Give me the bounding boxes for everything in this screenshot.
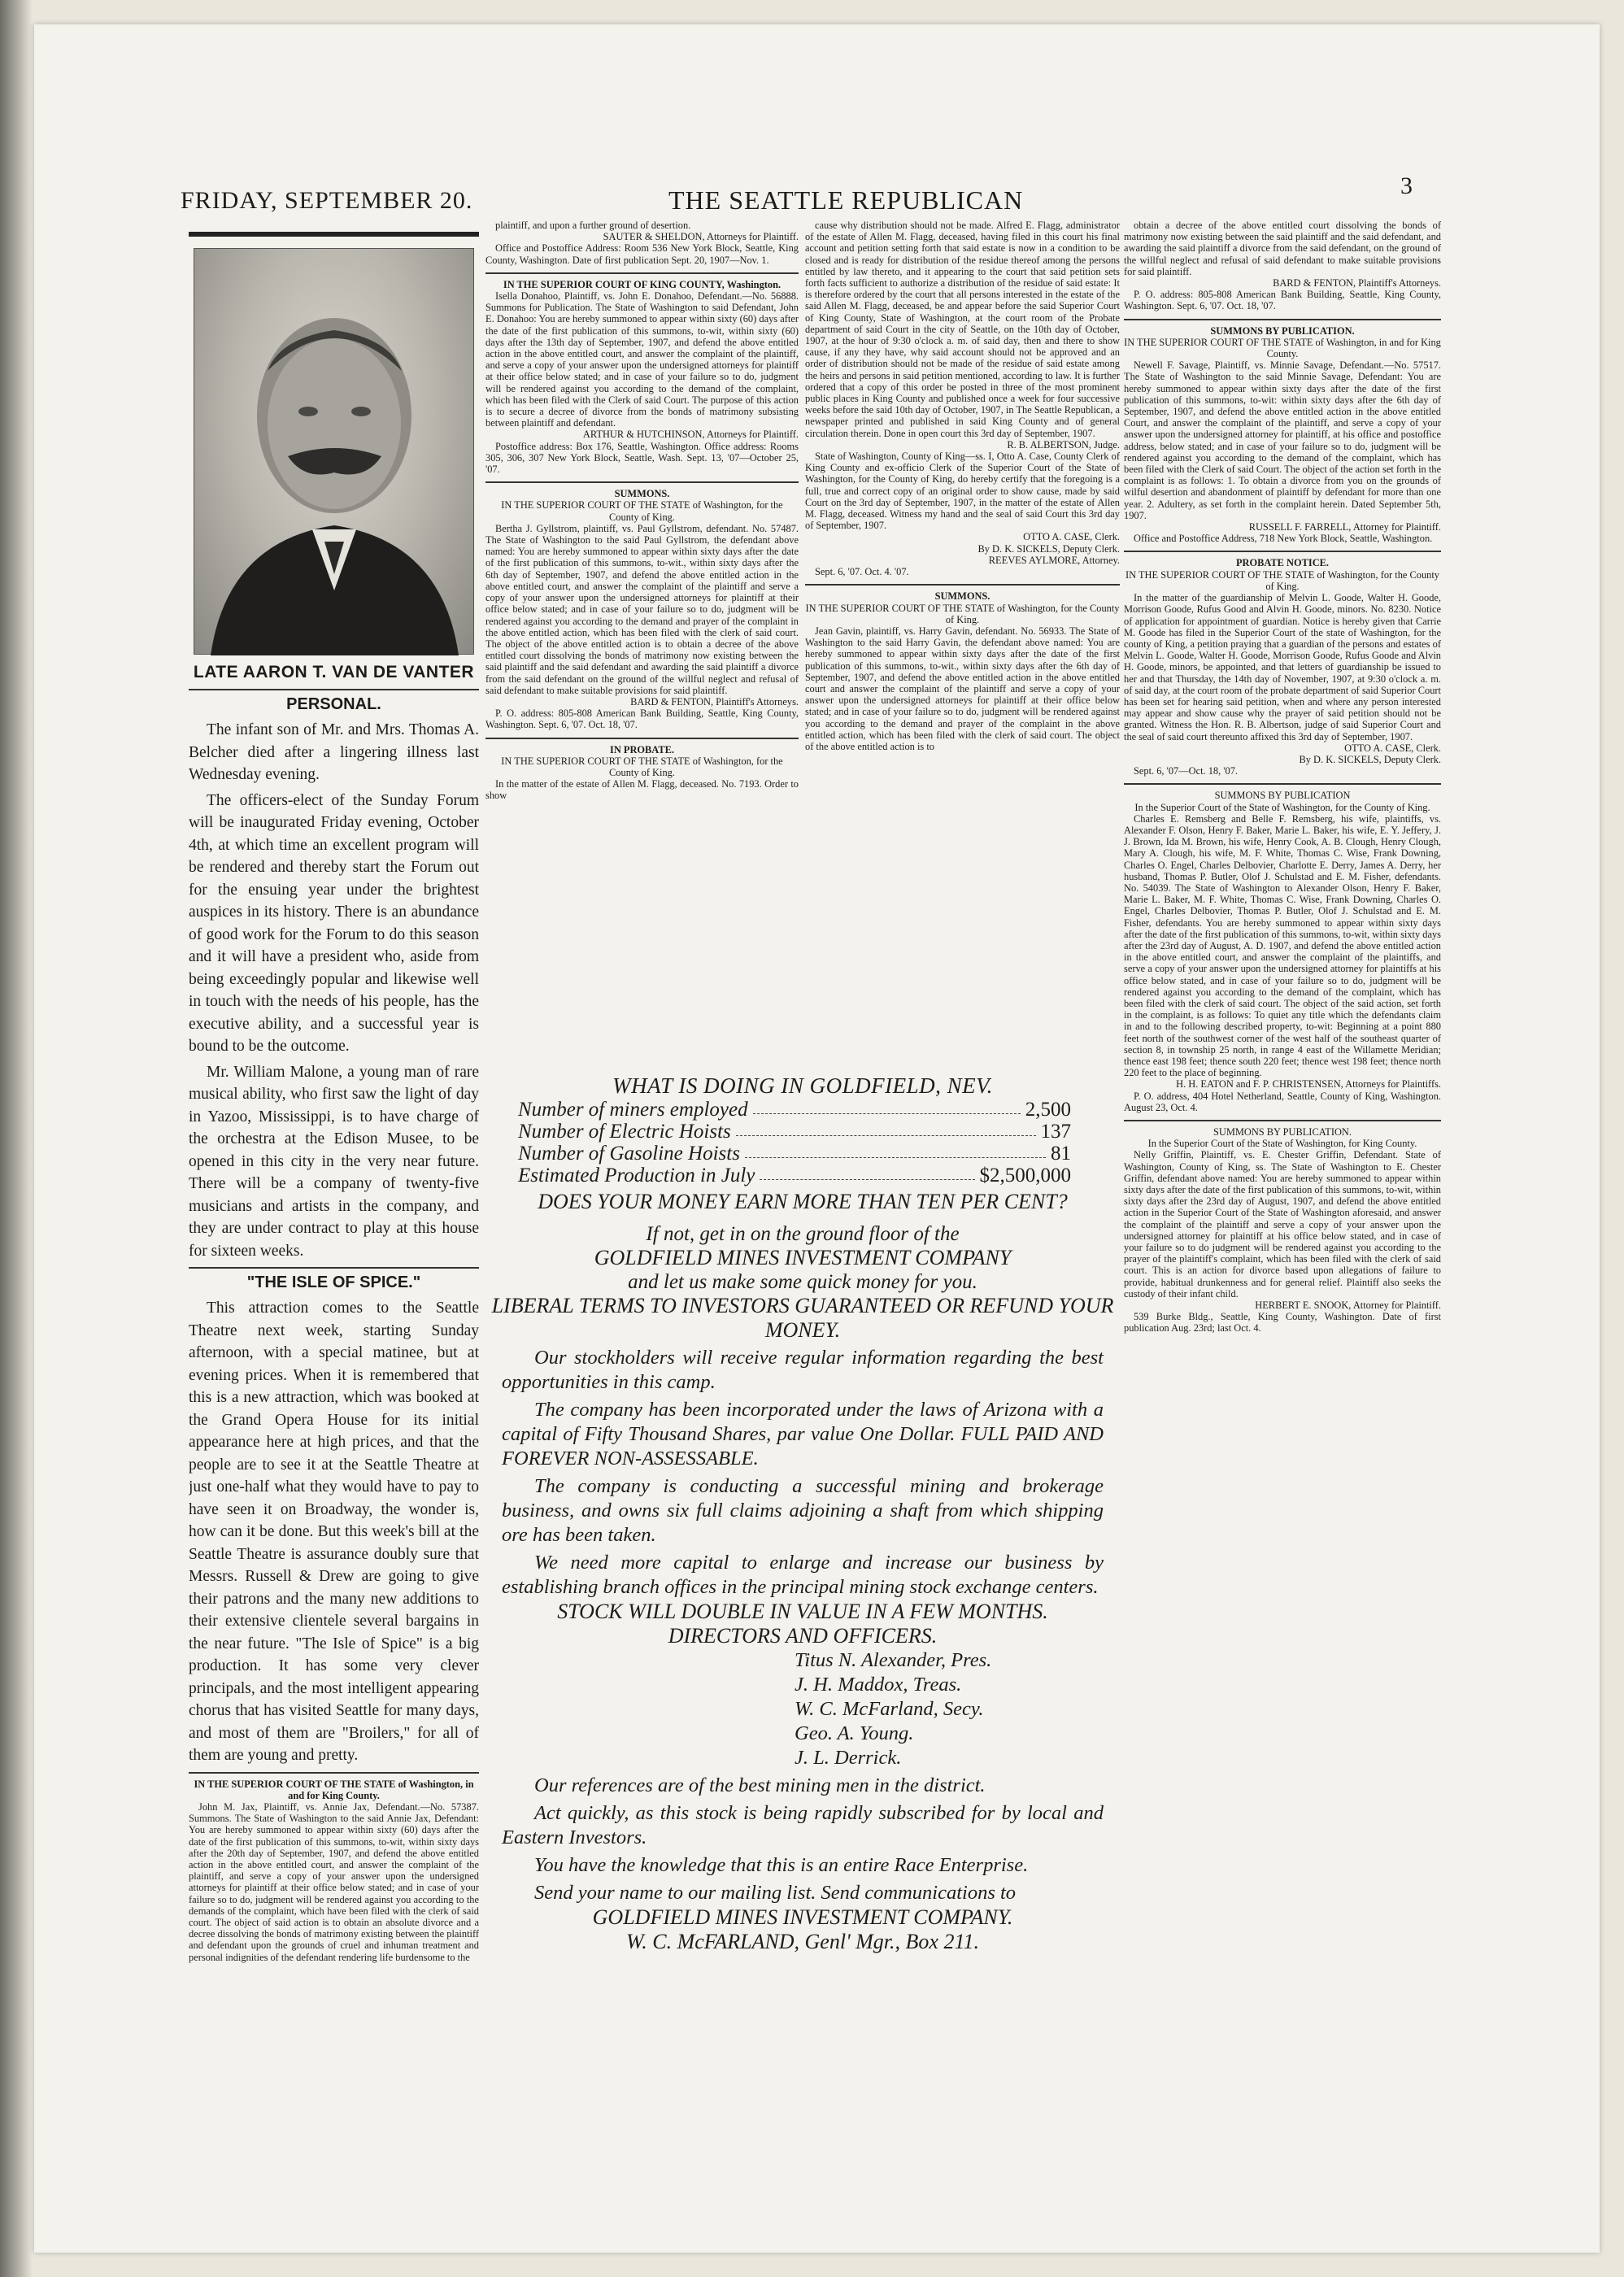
officer-name: J. L. Derrick. (795, 1747, 902, 1769)
attorney-signature: RUSSELL F. FARRELL, Attorney for Plaintiff. (1248, 521, 1441, 533)
ad-paragraph: Send your name to our mailing list. Send communications to (534, 1882, 1017, 1904)
divider (189, 1772, 479, 1774)
column-4 (1124, 220, 1441, 2098)
summons-title: SUMMONS. (614, 488, 670, 500)
column-3 (805, 220, 1120, 1053)
legal-notice-body: Jean Gavin, plaintiff, vs. Harry Gavin, defendant. No. 56933. The State of Washington to the said Harry Gavin, the defendant above named: You are hereby summoned to appear within sixty days after the date of the first publication of this summons, to-wit., within sixty days after the 6th day of September, 1907, and defend the above entitled action in the above entitled court and answer the complaint of the plaintiff and serve a copy of your answer upon the undersigned attorneys for plaintiff at their office below stated; and in case of your failure so to do, judgment will be rendered against you according to the demand and prayer of the complaint in the above entitled action, which has been filed with the clerk of said court. The object of the above entitled action is to (805, 625, 1120, 752)
ad-paragraph: You have the knowledge that this is an entire Race Enterprise. (534, 1854, 1029, 1876)
attorney-address: Office and Postoffice Address, 718 New York Block, Seattle, Washington. (1134, 533, 1433, 545)
legal-notice-heading: In the Superior Court of the State of Washington, for King County. (1147, 1138, 1417, 1150)
attorney-address: P. O. address: 805-808 American Bank Building, Seattle, King County, Washington. Sept. 6, '07. Oct. 18, '07. (485, 707, 799, 731)
attorney-signature: BARD & FENTON, Plaintiff's Attorneys. (630, 695, 799, 707)
ad-paragraph: Our references are of the best mining men in the district. (534, 1774, 986, 1796)
probate-title: IN PROBATE. (610, 743, 674, 755)
isle-of-spice-heading: "THE ISLE OF SPICE." (246, 1273, 421, 1291)
ad-company-name: GOLDFIELD MINES INVESTMENT COMPANY. (592, 1905, 1013, 1929)
divider (485, 272, 799, 274)
ad-directors-heading: DIRECTORS AND OFFICERS. (668, 1624, 938, 1648)
ad-signoff: W. C. McFARLAND, Genl' Mgr., Box 211. (625, 1930, 980, 1953)
stat-value: $2,500,000 (979, 1165, 1071, 1186)
goldfield-advertisement (485, 1059, 1120, 2059)
personal-item-3: Mr. William Malone, a young man of rare musical ability, who first saw the light of day in Yazoo, Mississippi, is to have charge of the orchestra at the Edison Musee, to be opened in this city in the very near future. There will be a company of twenty-five musicians and artists in the company, and they are under contract to play at this house for sixteen weeks. (189, 1063, 479, 1260)
deputy-signature: By D. K. SICKELS, Deputy Clerk. (977, 542, 1120, 555)
legal-notice-heading: IN THE SUPERIOR COURT OF THE STATE of Washington, for the County of King. (805, 602, 1120, 625)
legal-continued: cause why distribution should not be made. Alfred E. Flagg, administrator of the estate of Allen M. Flagg, deceased, having filed in this court his final account and petition setting forth that said estate is now in a condition to be closed and is ready for distribution of the residue thereof among the persons entitled by law thereto, and it appearing to the court that said petition sets forth facts sufficient to authorize a distribution of the residue of said estate: It is therefore ordered by the court that all persons interested in the estate of the said Allen M. Flagg, deceased, be and appear before the said Superior Court of King County, State of Washington, at the court room of the Probate department of said Court in the city of Seattle, on the 10th day of October, 1907, at the hour of 9:30 o'clock a. m. of said day, then and there to show cause, if any they have, why said account should not be approved and an order of distribution should not be made of the residue of said estate among the heirs and persons in said petition mentioned, according to law. It is further ordered that a copy of this order be posted in three of the most prominent public places in King County and published once a week for four successive weeks before the said 10th day of October, 1907, in The Seattle Republican, a newspaper printed and published in said King County and of general circulation therein. Done in open court this 3rd day of September, 1907. (805, 220, 1120, 439)
officer-name: W. C. McFarland, Secy. (795, 1698, 984, 1720)
stat-label: Number of Electric Hoists (518, 1121, 731, 1143)
stat-label: Estimated Production in July (518, 1165, 755, 1186)
ad-line: and let us make some quick money for you. (628, 1271, 977, 1293)
stat-label: Number of Gasoline Hoists (518, 1143, 740, 1165)
clerk-signature: OTTO A. CASE, Clerk. (1344, 742, 1441, 754)
summons-title: SUMMONS. (934, 590, 991, 603)
issue-date: FRIDAY, SEPTEMBER 20. (181, 187, 473, 214)
stat-row (518, 1099, 1071, 1121)
newspaper-page (34, 24, 1600, 2253)
attorney-address: Office and Postoffice Address: Room 536 New York Block, Seattle, King County, Washington. Date of first publication Sept. 20, 1907—Nov. 1. (485, 242, 799, 266)
ad-paragraph: Act quickly, as this stock is being rapidly subscribed for by local and Eastern Investors. (502, 1802, 1104, 1848)
legal-notice-body: Nelly Griffin, Plaintiff, vs. E. Chester Griffin, Defendant. State of Washington, County of King, ss. The State of Washington to E. Chester Griffin, defendant above named: You are hereby summoned to appear within sixty days after the date of the first publication of this summons, to-wit, within sixty days after the 23rd day of August, 1907, and defend the above entitled action in the Superior Court of the State of Washington aforesaid, and answer the complaint of the plaintiff and serve a copy of your answer upon the undersigned attorney for plaintiff at his office below stated, and in case of your failure so to do judgment will be rendered against you according to the prayer of the plaintiff's complaint, which has been filed with the clerk of said court. This is an action for divorce based upon allegations of failure to provide, habitual drunkenness and for general relief. Plaintiff also seeks the custody of their infant child. (1124, 1149, 1441, 1300)
legal-notice-body: Newell F. Savage, Plaintiff, vs. Minnie Savage, Defendant.—No. 57517. The State of Washington to the said Minnie Savage, Defendant: You are hereby summoned to appear within sixty days after the date of the first publication of this summons, to-wit: within sixty days after the 6th day of September, 1907, and defend the above entitled action in the above entitled Court, and answer the complaint of the plaintiff, and serve a copy of your answer upon the undersigned attorney for plaintiff, at his office and postoffice address, below stated; and in case of your failure so to do, judgment will be rendered against you according to the demand of the complaint, which has been filed with the Clerk of said Court. The object of the action set forth in the complaint is as follows: 1. To obtain a divorce from you on the grounds of wilful desertion and abandonment of plaintiff by defendant for more than one year. 2. Adultery, as set forth in the complaint herein. Dated September 5th, 1907. (1124, 359, 1441, 521)
page-number: 3 (1400, 172, 1413, 199)
legal-notice-body: Isella Donahoo, Plaintiff, vs. John E. Donahoo, Defendant.—No. 56888. Summons for Publication. The State of Washington to said Defendant, John E. Donahoo: You are hereby summoned to appear within sixty (60) days after the date of the first publication of this summons, to-wit, within sixty (60) days after the 13th day of September, 1907, and defend the above entitled action in the above entitled court, and answer the complaint of the plaintiff, and serve a copy of your answer upon the undersigned attorneys for plaintiff at their office below stated; and in case of your failure so to do, judgment will be rendered against you according to the demand of the complaint, which has been filed with the Clerk of said Court. The purpose of this action is to secure a decree of divorce from the bonds of matrimony subsisting between plaintiff and defendant. (485, 290, 799, 429)
legal-notice-heading: IN THE SUPERIOR COURT OF THE STATE of Washington, for the County of King. (501, 755, 783, 778)
scan-binding-shadow (0, 0, 33, 2277)
stat-value: 2,500 (1025, 1099, 1071, 1121)
attorney-address: Postoffice address: Box 176, Seattle, Washington. Office address: Rooms 305, 306, 307 New York Block, Seattle, Wash. Sept. 13, '07—October 25, '07. (485, 440, 799, 476)
isle-of-spice-article: This attraction comes to the Seattle Theatre next week, starting Sunday afternoon, with a special matinee, but at evening prices. When it is remembered that this is a new attraction, which was booked at the Grand Opera House for its initial appearance here at high prices, and that the people are to see it at the Seattle Theatre at just one-half what they would have to pay to have seen it on Broadway, the wonder is, how can it be done. But this week's bill at the Seattle Theatre is assurance doubly sure that Messrs. Russell & Drew are going to give their patrons and the many new additions to their extensive clientele several bargains in the near future. "The Isle of Spice" is a big production. It has some very clever principals, and the most intelligent appearing chorus that has visited Seattle for many days, and most of them are "Broilers," for all of them are young and pretty. (189, 1300, 479, 1764)
divider (485, 738, 799, 739)
portrait-photo (194, 248, 474, 655)
summons-title: SUMMONS BY PUBLICATION. (1213, 1126, 1352, 1138)
attorney-address: 539 Burke Bldg., Seattle, King County, Washington. Date of first publication Aug. 23rd; last Oct. 4. (1124, 1311, 1441, 1334)
ad-terms: LIBERAL TERMS TO INVESTORS GUARANTEED OR REFUND YOUR MONEY. (491, 1294, 1114, 1342)
divider (805, 584, 1120, 586)
clerk-certificate: State of Washington, County of King—ss. I, Otto A. Case, County Clerk of King County and ex-officio Clerk of the Superior Court of the State of Washington, for the County of King, do hereby certify that the foregoing is a full, true and correct copy of an original order to show cause, made by said Court on the 3rd day of September, 1907, in the matter of the estate of Allen M. Flagg, deceased. Witness my hand and the seal of said Court this 3rd day of September, 1907. (805, 451, 1120, 532)
attorney-signature: HERBERT E. SNOOK, Attorney for Plaintiff. (1255, 1300, 1441, 1312)
personal-heading: PERSONAL. (286, 695, 381, 713)
attorney-address: P. O. address: 805-808 American Bank Building, Seattle, King County, Washington. Sept. 6, '07. Oct. 18, '07. (1124, 289, 1441, 312)
divider (1124, 1120, 1441, 1121)
portrait-caption: LATE AARON T. VAN DE VANTER (193, 663, 475, 681)
leader-dots (760, 1165, 974, 1180)
divider (485, 481, 799, 483)
paper-title: THE SEATTLE REPUBLICAN (668, 185, 1024, 215)
stat-value: 137 (1040, 1121, 1071, 1143)
divider (1124, 319, 1441, 320)
legal-notice-heading: In the Superior Court of the State of Washington, for the County of King. (1134, 801, 1430, 813)
ad-question: DOES YOUR MONEY EARN MORE THAN TEN PER CENT? (538, 1190, 1068, 1213)
attorney-signature: SAUTER & SHELDON, Attorneys for Plaintiff. (603, 231, 799, 243)
masthead (181, 163, 1433, 220)
attorney-address: P. O. address, 404 Hotel Netherland, Seattle, County of King, Washington. August 23, Oct. 4. (1124, 1090, 1441, 1113)
stat-value: 81 (1051, 1143, 1071, 1165)
officer-name: Geo. A. Young. (795, 1722, 914, 1744)
stat-label: Number of miners employed (518, 1099, 748, 1121)
portrait-illustration (194, 249, 475, 655)
ad-title: WHAT IS DOING IN GOLDFIELD, NEV. (612, 1073, 993, 1098)
ad-paragraph: The company has been incorporated under the laws of Arizona with a capital of Fifty Thousand Shares, par value One Dollar. FULL PAID AND FOREVER NON-ASSESSABLE. (502, 1399, 1104, 1469)
leader-dots (736, 1121, 1036, 1136)
ad-line: If not, get in on the ground floor of the (646, 1223, 960, 1245)
ad-stock-claim: STOCK WILL DOUBLE IN VALUE IN A FEW MONTHS. (557, 1600, 1048, 1623)
attorney-signature: BARD & FENTON, Plaintiff's Attorneys. (1273, 277, 1441, 290)
divider (189, 689, 479, 690)
legal-notice-heading: IN THE SUPERIOR COURT OF KING COUNTY, Washington. (503, 278, 782, 290)
publication-dates: Sept. 6, '07—Oct. 18, '07. (1134, 765, 1239, 777)
ad-paragraph: Our stockholders will receive regular information regarding the best opportunities in this camp. (502, 1347, 1104, 1393)
personal-item-2: The officers-elect of the Sunday Forum will be inaugurated Friday evening, October 4th, at which time an excellent program will be rendered and thereby start the Forum out for the ensuing year under the brightest auspices in its history. There is an abundance of good work for the Forum to do this season and it will have a president who, aside from being exceedingly popular and likewise well in touch with the needs of his people, has the executive ability, and a successful year is bound to be the outcome. (189, 791, 479, 1055)
stat-row (518, 1165, 1071, 1186)
attorney-signature: ARTHUR & HUTCHINSON, Attorneys for Plaintiff. (582, 429, 799, 441)
officer-list (795, 1648, 1120, 1770)
column-1 (189, 232, 479, 2110)
attorney-signature: REEVES AYLMORE, Attorney. (988, 554, 1120, 566)
divider (1124, 783, 1441, 785)
divider (1124, 551, 1441, 552)
clerk-signature: OTTO A. CASE, Clerk. (1023, 531, 1120, 543)
legal-notice-body: Charles E. Remsberg and Belle F. Remsberg, his wife, plaintiffs, vs. Alexander F. Olson, Henry F. Baker, Marie L. Baker, his wife, E. Y. Jeffery, J. J. Brown, Ida M. Brown, his wife, Henry Cook, A. B. Clough, Henry Clough, Mary A. Clough, his wife, M. F. White, Thomas C. Wise, Frank Downing, Charles O. Engel, Charles Delbovier, Charlotte E. Derry, James A. Derry, her husband, Thomas P. Butler, Olof J. Schulstad and E. M. Fisher, defendants. No. 54039. The State of Washington to Alexander Olson, Henry F. Baker, Marie L. Baker, M. F. White, Thomas C. Wise, Frank Downing, Charles O. Engel, Charles Delbovier, Thomas P. Butler, Olof J. Schulstad and E. M. Fisher, defendants. You are hereby summoned to appear within sixty days after the date of the first publication of this summons, to-wit, within sixty days after the 23rd day of August, A. D. 1907, and defend the above entitled action in the above entitled court, and answer the complaint of the plaintiffs, and serve a copy of your answer upon the undersigned attorney for plaintiffs at his office below stated, and in case of your failure so to do, judgment will be rendered against you according to the demand of the complaint, which has been filed with the clerk of said court. The object of the said action, set forth in the complaint, is as follows: To quiet any title which the defendants claim in and to the following described property, to-wit: Beginning at a point 880 feet north of the southwest corner of the west half of the southeast quarter of section 8, in township 25 north, in range 4 east of the Willamette Meridian; thence east 198 feet; thence south 220 feet; thence west 198 feet; thence north 220 feet to the place of beginning. (1124, 812, 1441, 1079)
leader-dots (745, 1143, 1046, 1158)
legal-notice-heading: IN THE SUPERIOR COURT OF THE STATE of Washington, for the County of King. (501, 499, 783, 523)
judge-signature: R. B. ALBERTSON, Judge. (1007, 438, 1120, 451)
summons-title: SUMMONS BY PUBLICATION (1214, 790, 1351, 802)
legal-notice-body: John M. Jax, Plaintiff, vs. Annie Jax, Defendant.—No. 57387. Summons. The State of Washington to the said Annie Jax, Defendant: You are hereby summoned to appear within sixty (60) days after the date of the first publication of this summons, to-wit, within sixty days after the 20th day of September, 1907, and defend the above entitled action in the above entitled court, and answer the complaint of the plaintiff, and serve a copy of your answer upon the undersigned attorneys for plaintiff at their office below stated; and in case of your failure so to do, judgment will be rendered against you according to the demands of the complaint, which have been filed with the clerk of said court. The object of said action is to obtain an absolute divorce and a decree dissolving the bonds of matrimony existing between the plaintiff and defendant upon the grounds of cruel and inhuman treatment and personal indignities of the defendant rendering life burdensome to the (189, 1800, 479, 1963)
divider (189, 1267, 479, 1269)
summons-title: SUMMONS BY PUBLICATION. (1210, 324, 1355, 337)
legal-notice-heading: IN THE SUPERIOR COURT OF THE STATE of Washington, for the County of King. (1125, 568, 1439, 592)
legal-notice-heading: IN THE SUPERIOR COURT OF THE STATE of Washington, in and for King County. (1124, 336, 1441, 360)
legal-notice-heading: IN THE SUPERIOR COURT OF THE STATE of Washington, in and for King County. (194, 1778, 474, 1801)
legal-continued: plaintiff, and upon a further ground of desertion. (495, 220, 691, 231)
publication-dates: Sept. 6, '07. Oct. 4. '07. (815, 566, 909, 578)
personal-item-1: The infant son of Mr. and Mrs. Thomas A. Belcher died after a lingering illness last Wednesday evening. (189, 721, 479, 783)
probate-title: PROBATE NOTICE. (1235, 557, 1330, 569)
officer-name: J. H. Maddox, Treas. (795, 1674, 962, 1696)
ad-company-name: GOLDFIELD MINES INVESTMENT COMPANY (594, 1246, 1012, 1269)
column-rule (189, 232, 479, 237)
leader-dots (753, 1099, 1021, 1114)
deputy-signature: By D. K. SICKELS, Deputy Clerk. (1299, 753, 1441, 765)
column-2 (485, 220, 799, 1053)
legal-notice-body: In the matter of the guardianship of Melvin L. Goode, Walter H. Goode, Morrison Goode, Rufus Good and Alvin H. Goode, minors. No. 8230. Notice of application for appointment of guardian. Notice is hereby given that Carrie M. Goode has filed in the Superior Court of the state of Washington, for the county of King, a petition praying that a guardian of the persons and estates of Melvin L. Goode, Walter H. Goode, Morrison Goode, Rufus Goode and Alvin H. Goode, minors, be appointed, and that letters of guardianship be issued to her and that Thursday, the 14th day of November, 1907, at 9:30 o'clock a. m. of said day, at the court room of the probate department of said Superior Court has been set for hearing said petition, when and where any person interested may appear and show cause why the prayer of said petition should not be granted. Witness the Hon. R. B. Albertson, judge of said Superior Court and the seal of said court thereunto affixed this 3rd day of September, 1907. (1124, 592, 1441, 742)
stat-row (518, 1143, 1071, 1165)
attorney-signature: H. H. EATON and F. P. CHRISTENSEN, Attorneys for Plaintiffs. (1176, 1078, 1441, 1091)
officer-name: Titus N. Alexander, Pres. (795, 1649, 992, 1671)
ad-paragraph: We need more capital to enlarge and increase our business by establishing branch offices in the principal mining stock exchange centers. (502, 1552, 1104, 1598)
legal-continued: obtain a decree of the above entitled court dissolving the bonds of matrimony now existing between the said plaintiff and the said defendant, and awarding the said plaintiff a divorce from the said defendant, on the ground of the willful neglect and refusal of said defendant to make suitable provisions for said plaintiff. (1124, 220, 1441, 277)
ad-paragraph: The company is conducting a successful mining and brokerage business, and owns six full claims adjoining a shaft from which shipping ore has been taken. (502, 1475, 1104, 1546)
stat-row (518, 1121, 1071, 1143)
legal-notice-body: In the matter of the estate of Allen M. Flagg, deceased. No. 7193. Order to show (485, 778, 799, 802)
legal-notice-body: Bertha J. Gyllstrom, plaintiff, vs. Paul Gyllstrom, defendant. No. 57487. The State of Washington to the said Paul Gyllstrom, the defendant above named: You are hereby summoned to appear within sixty days after the date of the first publication of this summons, to-wit., within sixty days after the 6th day of September, 1907, and defend the above entitled action in the above entitled court, and answer the complaint of the plaintiff and serve a copy of your answer upon the undersigned attorneys for plaintiff at their office below stated; and in case of your failure so to do, judgment will be rendered against you according to the demand and prayer of the complaint in the above entitled action, which has been filed with the clerk of said court. The object of the above entitled action is to obtain a decree of the above entitled court dissolving the bonds of matrimony now existing between the said plaintiff and the said defendant and awarding the said plaintiff a divorce from the said defendant on the ground of the willful neglect and refusal of said defendant to make suitable provisions for said plaintiff. (485, 522, 799, 696)
